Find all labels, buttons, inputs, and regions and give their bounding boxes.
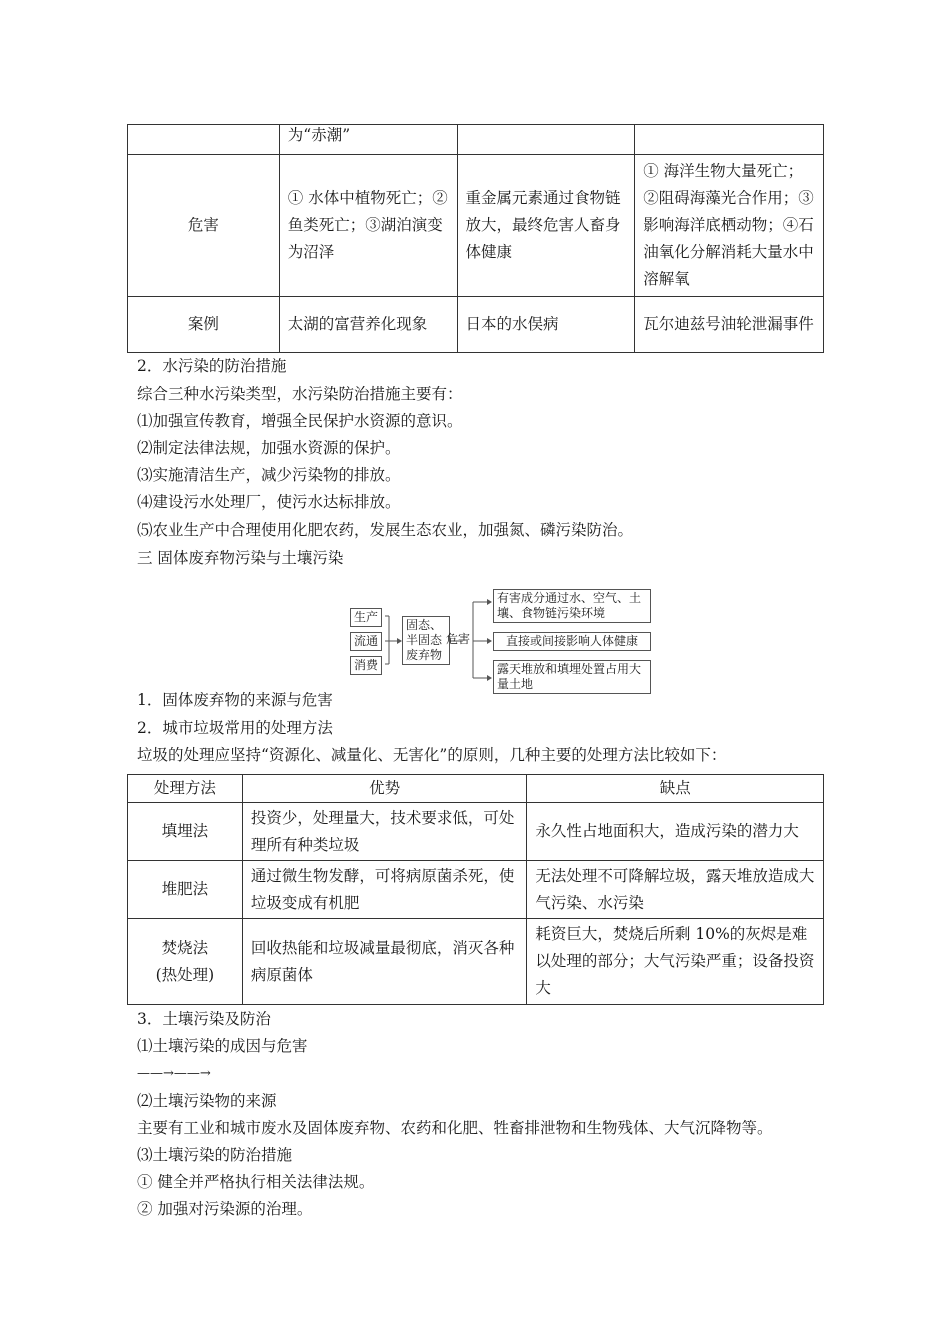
row-label-harm: 危害 — [128, 155, 280, 297]
paragraph: ⑴土壤污染的成因与危害 — [137, 1037, 308, 1055]
table-cell: 太湖的富营养化现象 — [279, 297, 457, 353]
diagram-harm: 直接或间接影响人体健康 — [493, 632, 651, 651]
waste-treatment-table — [127, 774, 824, 1005]
table-cell: 投资少，处理量大，技术要求低，可处理所有种类垃圾 — [242, 803, 527, 861]
table-cell: ① 海洋生物大量死亡；②阻碍海藻光合作用；③影响海洋底栖动物；④石油氧化分解消耗大量水中溶解氧 — [635, 155, 824, 297]
section-heading: 2．水污染的防治措施 — [137, 357, 287, 375]
table-cell: 堆肥法 — [128, 861, 243, 919]
table-cell: ① 水体中植物死亡；②鱼类死亡；③湖泊演变为沼泽 — [279, 155, 457, 297]
paragraph: 2．城市垃圾常用的处理方法 — [137, 719, 333, 737]
table-cell: 永久性占地面积大，造成污染的潜力大 — [527, 803, 824, 861]
arrow-chain: ——→——→ — [137, 1066, 211, 1081]
paragraph: ⑶土壤污染的防治措施 — [137, 1146, 293, 1164]
method-name: 焚烧法 — [161, 938, 209, 957]
paragraph: 综合三种水污染类型，水污染防治措施主要有： — [137, 385, 463, 403]
paragraph: 3．土壤污染及防治 — [137, 1010, 271, 1028]
solid-waste-diagram — [345, 586, 655, 696]
table-cell: 回收热能和垃圾减量最彻底，消灭各种病原菌体 — [242, 919, 527, 1005]
paragraph: 垃圾的处理应坚持“资源化、减量化、无害化”的原则，几种主要的处理方法比较如下： — [137, 746, 727, 764]
table-cell — [128, 919, 243, 1005]
list-item: ① 健全并严格执行相关法律法规。 — [137, 1173, 375, 1191]
table-cell: 重金属元素通过食物链放大，最终危害人畜身体健康 — [457, 155, 635, 297]
diagram-waste: 固态、半固态废弃物 — [402, 616, 450, 665]
diagram-source: 生产 — [350, 608, 382, 627]
list-item: ⑸农业生产中合理使用化肥农药，发展生态农业，加强氮、磷污染防治。 — [137, 521, 634, 539]
diagram-harm-label: 危害 — [446, 632, 471, 646]
list-item: ⑵制定法律法规，加强水资源的保护。 — [137, 439, 401, 457]
table-cell — [635, 125, 824, 155]
diagram-harm: 露天堆放和填埋处置占用大量土地 — [493, 660, 651, 694]
paragraph: ⑵土壤污染物的来源 — [137, 1092, 277, 1110]
table-header: 优势 — [242, 775, 527, 803]
diagram-harm: 有害成分通过水、空气、土壤、食物链污染环境 — [493, 589, 651, 623]
list-item: ⑷建设污水处理厂，使污水达标排放。 — [137, 493, 401, 511]
table-cell: 日本的水俣病 — [457, 297, 635, 353]
water-pollution-table — [127, 124, 824, 353]
table-cell: 通过微生物发酵，可将病原菌杀死，使垃圾变成有机肥 — [242, 861, 527, 919]
paragraph: 1．固体废弃物的来源与危害 — [137, 691, 333, 709]
section-heading: 三 固体废弃物污染与土壤污染 — [137, 549, 344, 567]
row-label-case: 案例 — [128, 297, 280, 353]
table-cell — [128, 125, 280, 155]
list-item: ⑴加强宣传教育，增强全民保护水资源的意识。 — [137, 412, 463, 430]
table-cell — [457, 125, 635, 155]
method-note: (热处理) — [155, 965, 215, 984]
list-item: ② 加强对污染源的治理。 — [137, 1200, 313, 1218]
table-header: 处理方法 — [128, 775, 243, 803]
paragraph: 主要有工业和城市废水及固体废弃物、农药和化肥、牲畜排泄物和生物残体、大气沉降物等。 — [137, 1119, 773, 1137]
table-cell: 瓦尔迪兹号油轮泄漏事件 — [635, 297, 824, 353]
diagram-source: 消费 — [350, 656, 382, 675]
table-cell: 耗资巨大，焚烧后所剩 10%的灰烬是难以处理的部分；大气污染严重；设备投资大 — [527, 919, 824, 1005]
table-cell: 无法处理不可降解垃圾，露天堆放造成大气污染、水污染 — [527, 861, 824, 919]
list-item: ⑶实施清洁生产，减少污染物的排放。 — [137, 466, 401, 484]
diagram-source: 流通 — [350, 632, 382, 651]
table-header: 缺点 — [527, 775, 824, 803]
table-cell: 为“赤潮” — [279, 125, 457, 155]
table-cell: 填埋法 — [128, 803, 243, 861]
